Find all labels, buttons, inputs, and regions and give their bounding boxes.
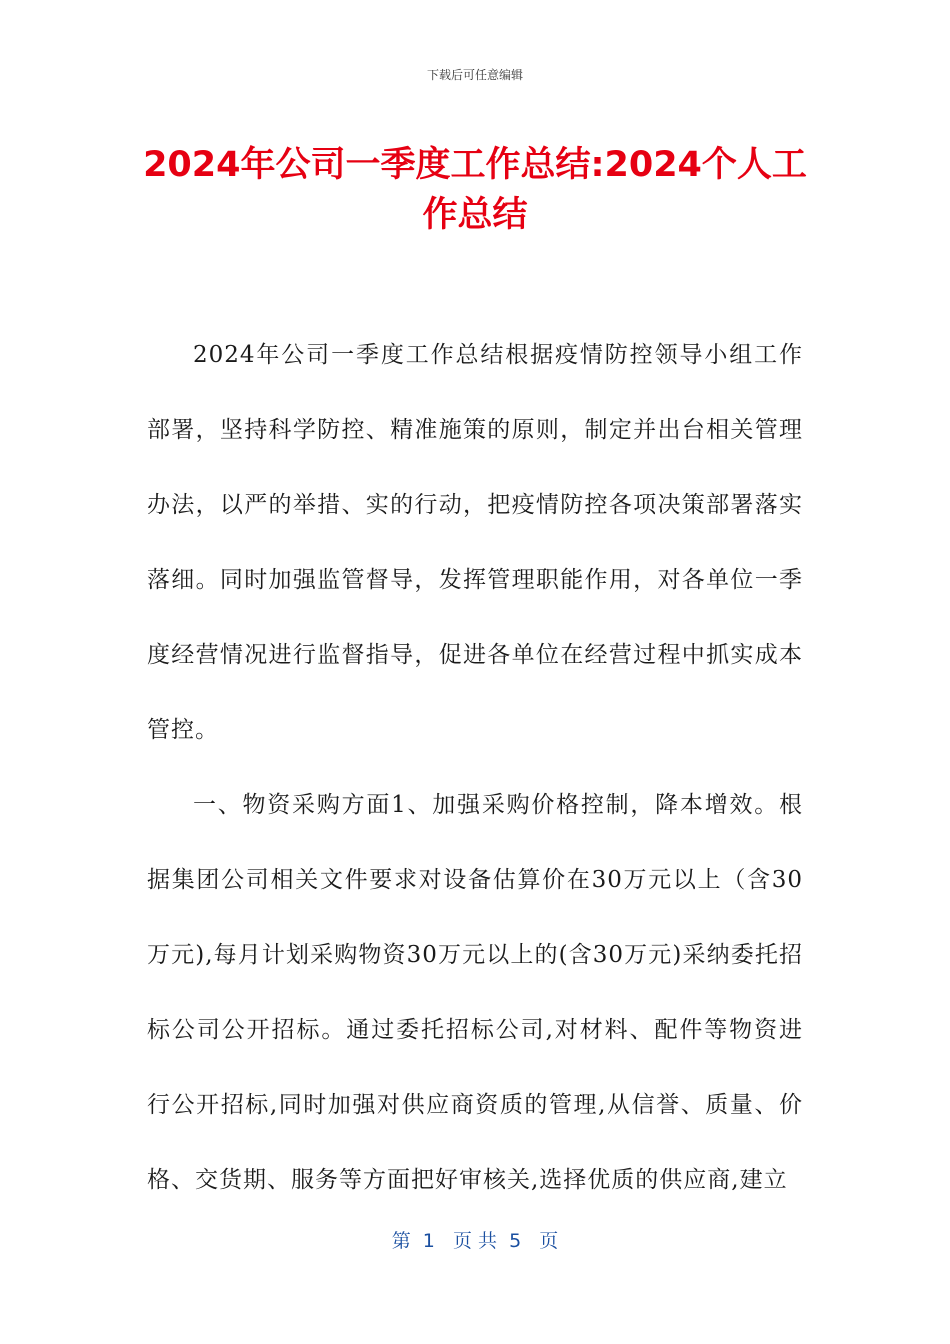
page-number-footer: 第 1 页 共 5 页 <box>391 1230 559 1252</box>
document-body <box>147 318 803 1218</box>
paragraph-intro: 2024年公司一季度工作总结根据疫情防控领导小组工作部署，坚持科学防控、精准施策的原则，制定并出台相关管理办法，以严的举措、实的行动，把疫情防控各项决策部署落实落细。同时加强监管督导，发挥管理职能作用，对各单位一季度经营情况进行监督指导，促进各单位在经营过程中抓实成本管控。 <box>147 342 803 743</box>
document-title: 2024年公司一季度工作总结:2024个人工作总结 <box>143 145 807 235</box>
header-note: 下载后可任意编辑 <box>426 68 523 82</box>
paragraph-procurement: 一、物资采购方面1、加强采购价格控制，降本增效。根据集团公司相关文件要求对设备估算价在30万元以上（含30万元),每月计划采购物资30万元以上的(含30万元)采纳委托招标公司公开招标。通过委托招标公司,对材料、配件等物资进行公开招标,同时加强对供应商资质的管理,从信誉、质量、价格、交货期、服务等方面把好审核关,选择优质的供应商,建立 <box>147 792 803 1193</box>
